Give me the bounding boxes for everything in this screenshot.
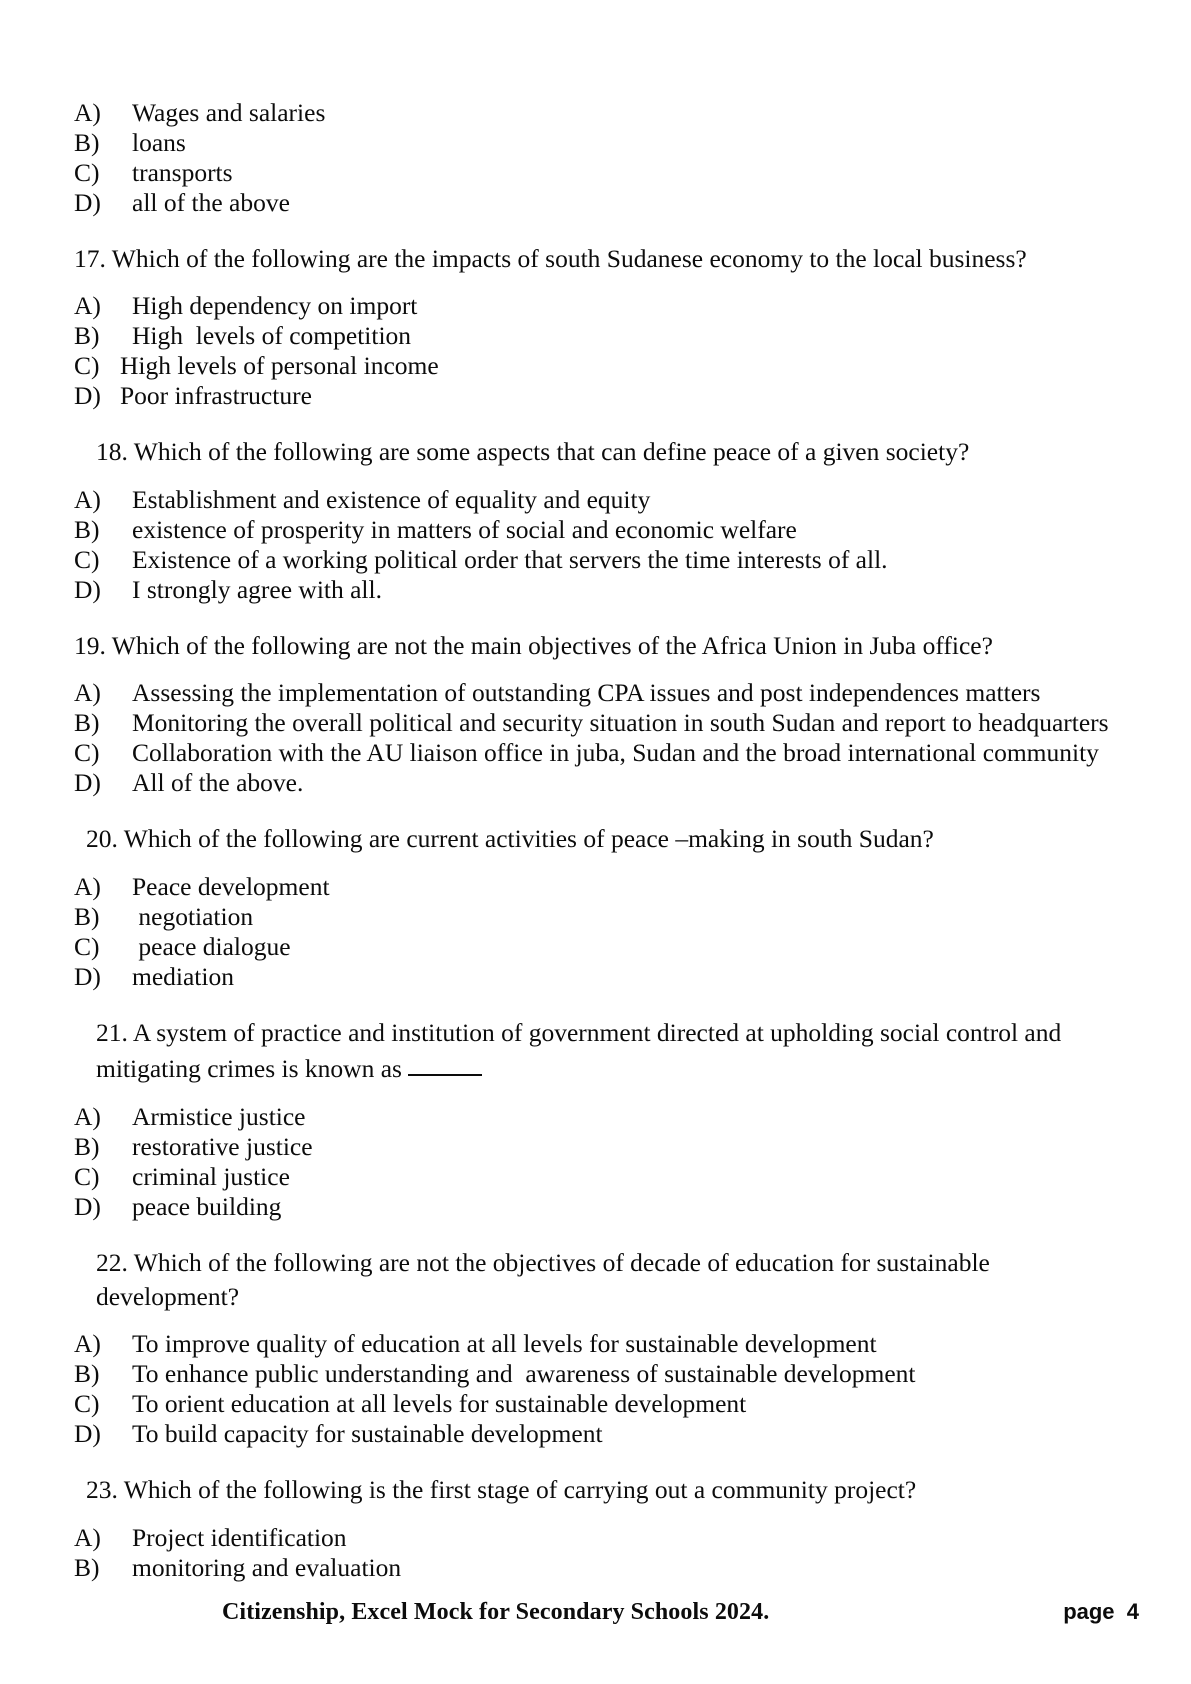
question-stem-17: 17. Which of the following are the impacts of south Sudanese economy to the local business?: [74, 243, 1027, 273]
option-row[interactable]: [74, 678, 1119, 708]
option-text: mediation: [132, 961, 234, 991]
option-row[interactable]: [74, 1389, 1119, 1419]
option-letter: D): [74, 961, 101, 991]
option-text: peace building: [132, 1192, 282, 1222]
option-list-q21: [74, 1102, 1119, 1222]
question-stem-19: 19. Which of the following are not the main objectives of the Africa Union in Juba office?: [74, 630, 993, 660]
option-row[interactable]: [74, 932, 1119, 962]
option-letter: C): [74, 1162, 100, 1192]
option-text: Poor infrastructure: [120, 381, 312, 411]
option-text: Existence of a working political order that servers the time interests of all.: [132, 544, 888, 574]
spacer: [74, 411, 1119, 435]
option-letter: A): [74, 1522, 101, 1552]
option-row[interactable]: [74, 1419, 1119, 1449]
option-list-q23: [74, 1523, 1119, 1583]
spacer: [74, 1222, 1119, 1246]
option-row[interactable]: [74, 1192, 1119, 1222]
option-letter: B): [74, 127, 100, 157]
spacer: [74, 605, 1119, 629]
option-text: Collaboration with the AU liaison office in juba, Sudan and the broad international community: [132, 738, 1099, 768]
option-letter: D): [74, 768, 101, 798]
option-letter: B): [74, 514, 100, 544]
option-letter: B): [74, 708, 100, 738]
option-text: Establishment and existence of equality and equity: [132, 484, 651, 514]
page-footer: [74, 1599, 1139, 1626]
option-text: Assessing the implementation of outstanding CPA issues and post independences matters: [132, 678, 1041, 708]
option-text: Armistice justice: [132, 1102, 306, 1132]
option-row[interactable]: [74, 545, 1119, 575]
option-row[interactable]: [74, 158, 1119, 188]
option-letter: A): [74, 484, 101, 514]
option-letter: A): [74, 871, 101, 901]
option-text: monitoring and evaluation: [132, 1552, 402, 1582]
spacer: [74, 798, 1119, 822]
spacer: [74, 1317, 1119, 1329]
question-stem-20: 20. Which of the following are current activities of peace –making in south Sudan?: [86, 824, 934, 854]
option-row[interactable]: [74, 902, 1119, 932]
option-list-q17: [74, 291, 1119, 411]
option-text: criminal justice: [132, 1162, 290, 1192]
footer-title: Citizenship, Excel Mock for Secondary Schools 2024.: [222, 1599, 770, 1625]
option-text: To build capacity for sustainable development: [132, 1419, 603, 1449]
page-content: [74, 98, 1119, 1583]
question-stem-22: 22. Which of the following are not the objectives of decade of education for sustainable development?: [96, 1248, 990, 1311]
option-letter: A): [74, 1102, 101, 1132]
option-text: loans: [132, 127, 186, 157]
option-letter: C): [74, 351, 100, 381]
option-row[interactable]: [74, 291, 1119, 321]
spacer: [74, 992, 1119, 1016]
question-stem-23: 23. Which of the following is the first stage of carrying out a community project?: [86, 1475, 917, 1505]
page-number: page 4: [1063, 1599, 1139, 1624]
option-text: existence of prosperity in matters of social and economic welfare: [132, 514, 797, 544]
option-list-q18: [74, 485, 1119, 605]
option-row[interactable]: [74, 1359, 1119, 1389]
option-letter: A): [74, 1329, 101, 1359]
option-row[interactable]: [74, 485, 1119, 515]
option-text: High levels of competition: [132, 321, 412, 351]
option-letter: C): [74, 157, 100, 187]
option-row[interactable]: [74, 962, 1119, 992]
option-letter: D): [74, 1192, 101, 1222]
option-letter: B): [74, 1132, 100, 1162]
option-letter: C): [74, 738, 100, 768]
option-row[interactable]: [74, 708, 1119, 738]
option-text: To orient education at all levels for sustainable development: [132, 1389, 747, 1419]
option-list-q20: [74, 872, 1119, 992]
question-stem-21-text: 21. A system of practice and institution of government directed at upholding social control and mitigating crimes is known as: [96, 1017, 1062, 1084]
option-letter: A): [74, 678, 101, 708]
question-stem-18: 18. Which of the following are some aspects that can define peace of a given society?: [96, 437, 970, 467]
option-row[interactable]: [74, 738, 1119, 768]
option-text: all of the above: [132, 187, 290, 217]
fill-in-blank[interactable]: [408, 1049, 482, 1075]
option-text: Monitoring the overall political and security situation in south Sudan and report to headquarters: [132, 708, 1109, 738]
spacer: [74, 1511, 1119, 1523]
option-letter: C): [74, 931, 100, 961]
option-letter: C): [74, 1389, 100, 1419]
spacer: [74, 1090, 1119, 1102]
option-row[interactable]: [74, 1102, 1119, 1132]
option-row[interactable]: [74, 128, 1119, 158]
option-letter: B): [74, 901, 100, 931]
option-row[interactable]: [74, 98, 1119, 128]
option-letter: B): [74, 1552, 100, 1582]
option-list-q19: [74, 678, 1119, 798]
spacer: [74, 860, 1119, 872]
spacer: [74, 218, 1119, 242]
option-letter: C): [74, 544, 100, 574]
option-list-q16: [74, 98, 1119, 218]
option-text: Project identification: [132, 1522, 347, 1552]
spacer: [74, 473, 1119, 485]
option-row[interactable]: [74, 351, 1119, 381]
spacer: [74, 279, 1119, 291]
option-text: negotiation: [132, 901, 254, 931]
question-stem-21: [74, 1016, 1119, 1087]
spacer: [74, 1449, 1119, 1473]
option-text: restorative justice: [132, 1132, 313, 1162]
option-letter: A): [74, 291, 101, 321]
option-letter: A): [74, 98, 101, 127]
option-text: All of the above.: [132, 768, 304, 798]
option-text: High levels of personal income: [120, 351, 439, 381]
option-row[interactable]: [74, 872, 1119, 902]
spacer: [74, 666, 1119, 678]
option-letter: D): [74, 574, 101, 604]
option-letter: B): [74, 1359, 100, 1389]
option-text: I strongly agree with all.: [132, 574, 382, 604]
option-text: Peace development: [132, 871, 330, 901]
option-letter: B): [74, 321, 100, 351]
option-text: To enhance public understanding and awareness of sustainable development: [132, 1359, 916, 1389]
option-text: Wages and salaries: [132, 98, 326, 127]
option-row[interactable]: [74, 1162, 1119, 1192]
option-row[interactable]: [74, 188, 1119, 218]
option-letter: D): [74, 187, 101, 217]
option-text: transports: [132, 157, 233, 187]
option-letter: D): [74, 381, 101, 411]
option-text: peace dialogue: [132, 931, 291, 961]
option-row[interactable]: [74, 1329, 1119, 1359]
option-row[interactable]: [74, 1553, 1119, 1583]
option-row[interactable]: [74, 321, 1119, 351]
option-text: To improve quality of education at all levels for sustainable development: [132, 1329, 877, 1359]
option-letter: D): [74, 1419, 101, 1449]
option-text: High dependency on import: [132, 291, 418, 321]
option-row[interactable]: [74, 381, 1119, 411]
option-row[interactable]: [74, 575, 1119, 605]
option-row[interactable]: [74, 1523, 1119, 1553]
option-list-q22: [74, 1329, 1119, 1449]
option-row[interactable]: [74, 1132, 1119, 1162]
option-row[interactable]: [74, 515, 1119, 545]
option-row[interactable]: [74, 768, 1119, 798]
